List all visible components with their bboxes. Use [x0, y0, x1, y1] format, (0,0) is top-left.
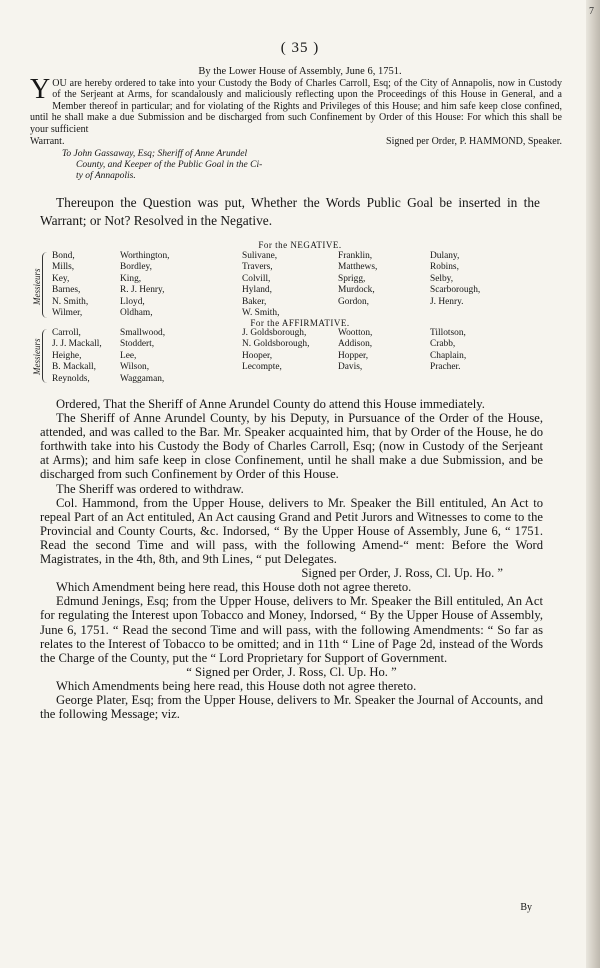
member-name: Hyland, [242, 285, 272, 296]
member-name: Addison, [338, 339, 373, 350]
affirmative-col-2 [120, 328, 165, 385]
member-name: Davis, [338, 362, 363, 373]
member-name: Bond, [52, 251, 75, 261]
page-edge-shadow [586, 0, 600, 968]
member-name: Stoddert, [120, 339, 155, 350]
negative-col-3 [242, 251, 279, 319]
member-name: B. Mackall, [52, 362, 97, 373]
member-name: Worthington, [120, 251, 170, 261]
journal-body [40, 397, 543, 721]
jenings-paragraph: Edmund Jenings, Esq; from the Upper House, delivers to Mr. Speaker the Bill entituled, An Act for regulating the Interest upon Tobacco and Money, Indorsed, “ By the Upper House of Assembly, June 6, 1751. “ Read the second Time and will pass, with the following Amendments: “ So far as relates to the Interest of Tobacco to be omitted; and in 11th “ Line of Page 2d, instead of the Words the Charge of the County, put the “ Lord Proprietary for Support of Government. [40, 594, 543, 665]
hammond-paragraph: Col. Hammond, from the Upper House, delivers to Mr. Speaker the Bill entituled, An Act to repeal Part of an Act entituled, An Act causing Grand and Petit Jurors and Witnesses to come to the Provincial and County Courts, &c. Indorsed, “ By the Upper House of Assembly, June 6, “ 1751. Read the second Time and will pass, with the following Amend-“ ment: Before the Word Magistrates, in the 4th, 8th, and 9th Lines, “ put Delegates. [40, 495, 543, 567]
member-name: Reynolds, [52, 373, 90, 384]
member-name: J. J. Mackall, [52, 339, 102, 350]
member-name: Barnes, [52, 285, 81, 296]
question-paragraph: Thereupon the Question was put, Whether the Words Public Goal be inserted in the Warrant; or Not? Resolved in the Negative. [40, 195, 540, 228]
drop-cap: Y [30, 74, 51, 105]
affirmative-col-3 [242, 328, 309, 374]
member-name: Oldham, [120, 308, 153, 319]
affirmative-col-5 [430, 328, 466, 374]
member-name: Lecompte, [242, 362, 282, 373]
member-name: Waggaman, [120, 373, 165, 384]
member-name: King, [120, 273, 142, 284]
member-name: R. J. Henry, [120, 285, 165, 296]
member-name: N. Goldsborough, [242, 339, 310, 350]
negative-col-5 [430, 251, 480, 308]
order-text-block [30, 74, 562, 135]
negative-side-label: Messieurs [32, 268, 42, 305]
member-name: Lee, [120, 350, 137, 361]
ordered-paragraph: Ordered, That the Sheriff of Anne Arundel County do attend this House immediately. [56, 397, 485, 411]
member-name: Sulivane, [242, 251, 278, 261]
member-name: Robins, [430, 262, 459, 273]
order-title: By the Lower House of Assembly, June 6, 1751. [198, 66, 402, 77]
addressee-line: To John Gassaway, Esq; Sheriff of Anne Arundel [62, 149, 248, 159]
negative-col-2 [120, 251, 170, 319]
amendment-paragraph-2: Which Amendments being here read, this House doth not agree thereto. [56, 678, 417, 693]
member-name: Crabb, [430, 339, 456, 350]
member-name: Baker, [242, 296, 267, 307]
member-name: J. Goldsborough, [242, 328, 307, 338]
member-name: Chaplain, [430, 350, 467, 361]
member-name: N. Smith, [52, 296, 89, 307]
member-name: Hopper, [338, 350, 369, 361]
member-name: Murdock, [338, 285, 375, 296]
member-name: Wilson, [120, 362, 150, 373]
member-name: Heighe, [52, 350, 82, 361]
member-name: Colvill, [242, 273, 271, 284]
member-name: Pracher. [430, 362, 461, 373]
member-name: Travers, [242, 262, 273, 273]
member-name: Wootton, [338, 328, 373, 338]
member-name: J. Henry. [430, 296, 464, 307]
order-text: OU are hereby ordered to take into your Custody the Body of Charles Carroll, Esq; of the City of Annapolis, now in Custody of the Serjeant at Arms, for scandalously and maliciously reflecting upon the Proceedings of this House in General, and a Member thereof in particular; and for violating of the Rights and Privileges of this House; and him safe keep close confined, until he shall make a due Submission and be discharged from such Confinement by Order of this House: For which this shall be your sufficient [30, 78, 562, 135]
negative-heading: For the NEGATIVE. [258, 240, 342, 250]
negative-col-4 [338, 251, 377, 308]
addressee-line: ty of Annapolis. [76, 171, 136, 181]
member-name: Gordon, [338, 296, 369, 307]
member-name: Scarborough, [430, 285, 481, 296]
addressee [62, 149, 362, 182]
member-name: Smallwood, [120, 328, 166, 338]
member-name: Key, [52, 273, 70, 284]
member-name: Carroll, [52, 328, 81, 338]
warrant-word: Warrant. [30, 136, 65, 147]
catchword: By [520, 902, 532, 913]
amendment-paragraph-1: Which Amendment being here read, this House doth not agree thereto. [56, 580, 412, 595]
affirmative-col-4 [338, 328, 372, 374]
affirmative-col-1 [52, 328, 102, 385]
member-name: Selby, [430, 273, 454, 284]
affirmative-heading: For the AFFIRMATIVE. [250, 318, 350, 328]
member-name: Sprigg, [338, 273, 366, 284]
negative-col-1 [52, 251, 88, 319]
jenings-signature: “ Signed per Order, J. Ross, Cl. Up. Ho. ” [186, 664, 397, 679]
member-name: Bordley, [120, 262, 152, 273]
hammond-signature: Signed per Order, J. Ross, Cl. Up. Ho. ” [301, 566, 503, 581]
page-number: ( 35 ) [280, 40, 320, 56]
member-name: Dulany, [430, 251, 460, 261]
plater-paragraph: George Plater, Esq; from the Upper House, delivers to Mr. Speaker the Journal of Accounts, and the following Message; viz. [40, 692, 543, 722]
sheriff-paragraph: The Sheriff of Anne Arundel County, by his Deputy, in Pursuance of the Order of the House, attended, and was called to the Bar. Mr. Speaker acquainted him, that by Order of the House, he do forthwith take into his Custody the Body of Charles Carroll, Esq; (now in Custody of the Serjeant at Arms); and him safe keep in close Confinement, until he shall make a due Submission, and be discharged from such Confinement by Order of this House. [40, 411, 543, 482]
member-name: Mills, [52, 262, 75, 273]
member-name: Wilmer, [52, 308, 83, 319]
affirmative-brace [42, 329, 48, 383]
order-signature: Signed per Order, P. HAMMOND, Speaker. [386, 136, 562, 147]
addressee-line: County, and Keeper of the Public Goal in the Ci- [76, 160, 263, 170]
negative-brace [42, 252, 48, 318]
affirmative-side-label: Messieurs [32, 338, 42, 375]
member-name: Matthews, [338, 262, 378, 273]
member-name: Tillotson, [430, 328, 466, 338]
corner-mark: 7 [589, 6, 594, 17]
member-name: W. Smith, [242, 308, 280, 319]
member-name: Franklin, [338, 251, 373, 261]
member-name: Lloyd, [120, 296, 145, 307]
withdraw-paragraph: The Sheriff was ordered to withdraw. [56, 481, 244, 496]
member-name: Hooper, [242, 350, 273, 361]
